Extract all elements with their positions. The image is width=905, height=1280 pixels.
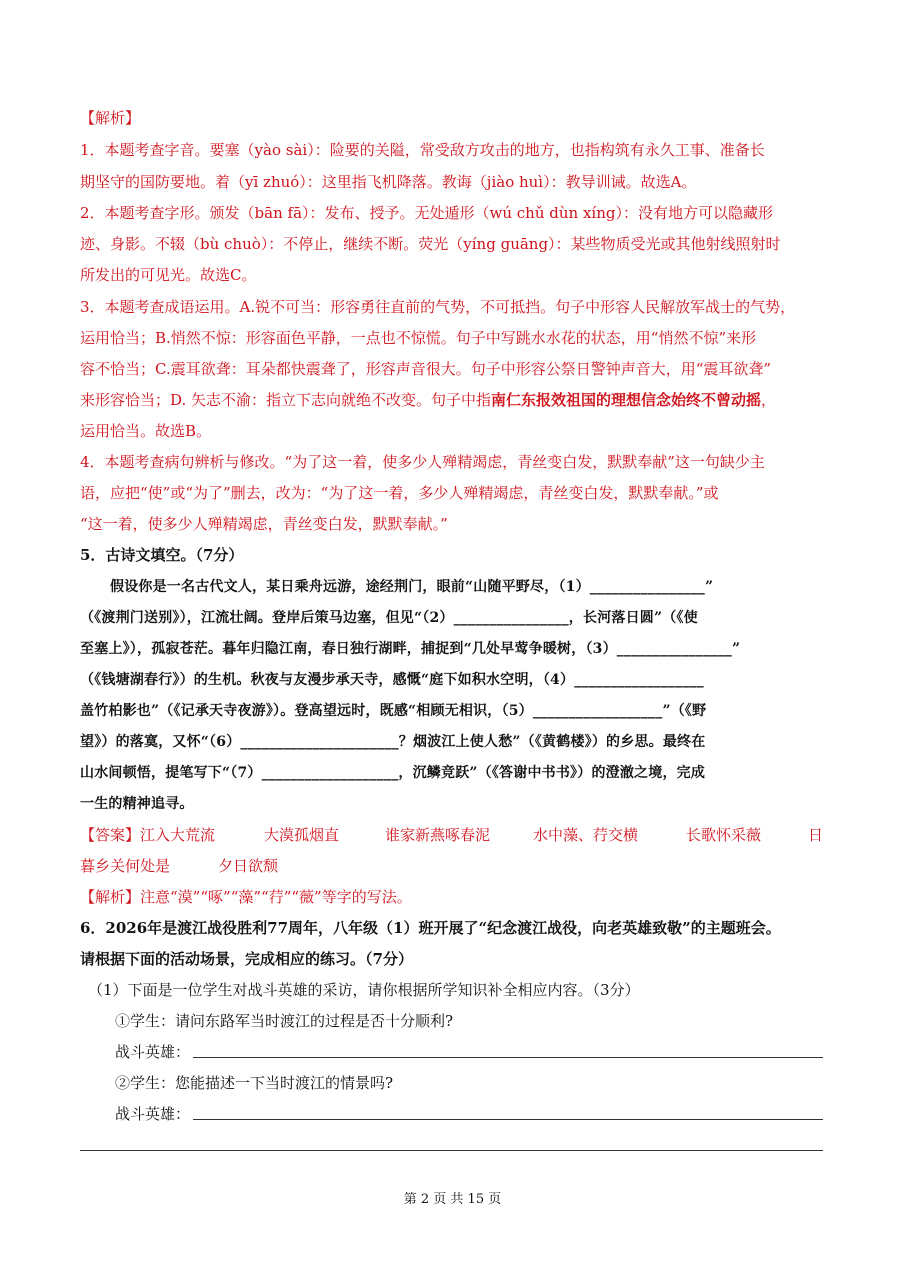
q6-heading-line-2: 请根据下面的活动场景，完成相应的练习。（7分） — [80, 950, 413, 968]
q5-heading: 5．古诗文填空。（7分） — [80, 546, 244, 564]
q5-analysis-text: 注意“漠”“啄”“藻”“荇”“薇”等字的写法。 — [140, 888, 412, 906]
answer-line-3[interactable] — [80, 1150, 823, 1151]
q5-passage-line-6: 望》）的落寞，又怀“（6）______________________？烟波江上使人愁”（《黄鹤楼》）的乡思。最终在 — [80, 734, 706, 750]
q1-analysis-line-2: 期坚守的国防要地。着（yī zhuó）：这里指飞机降落。教诲（jiào huì）：教导训诫。故选A。 — [80, 173, 697, 191]
q4-analysis-line-1: 4．本题考查病句辨析与修改。“为了这一着，使多少人殚精竭虑，青丝变白发，默默奉献”这一句缺少主 — [80, 453, 765, 471]
answer-6-end: 暮乡关何处是 — [80, 857, 171, 875]
answer-4: 水中藻、荇交横 — [533, 826, 639, 844]
answer-line-2[interactable] — [193, 1119, 823, 1120]
q2-analysis-line-1: 2．本题考查字形。颁发（bān fā）：发布、授予。无处遁形（wú chǔ dùn xíng）：没有地方可以隐藏形 — [80, 204, 773, 222]
answer-5: 长歌怀采薇 — [686, 826, 762, 844]
q4-analysis-line-3: “这一着，使多少人殚精竭虑，青丝变白发，默默奉献。” — [80, 515, 448, 533]
hero-label-1: 战斗英雄： — [115, 1043, 191, 1061]
q5-passage-line-4: （《钱塘湖春行》）的生机。秋夜与友漫步承天寺，感慨“庭下如积水空明，（4）__________________ — [80, 672, 704, 688]
q6-student-question-1: ①学生：请问东路军当时渡江的过程是否十分顺利? — [115, 1012, 454, 1030]
q3-analysis-line-3: 容不恰当；C.震耳欲聋：耳朵都快震聋了，形容声音很大。句子中形容公祭日警钟声音大，用“震耳欲聋” — [80, 360, 772, 378]
q6-sub1: （1）下面是一位学生对战斗英雄的采访，请你根据所学知识补全相应内容。（3分） — [88, 981, 640, 999]
analysis-heading: 【解析】 — [80, 109, 141, 127]
q6-student-question-2: ②学生：您能描述一下当时渡江的情景吗? — [115, 1074, 394, 1092]
q5-passage-line-7: 山水间顿悟，提笔写下“（7）___________________，沉鳞竞跃”（《答谢中书书》）的澄澈之境，完成 — [80, 765, 706, 781]
answer-label: 【答案】 — [80, 826, 141, 844]
q5-passage-line-2: （《渡荆门送别》），江流壮阔。登岸后策马边塞，但见“（2）________________，长河落日圆”（《使 — [80, 610, 698, 626]
q6-heading-line-1: 6．2026年是渡江战役胜利77周年，八年级（1）班开展了“纪念渡江战役，向老英雄致敬”的主题班会。 — [80, 919, 781, 937]
q1-analysis-line-1: 1．本题考查字音。要塞（yào sài）：险要的关隘，常受敌方攻击的地方，也指构筑有永久工事、准备长 — [80, 141, 765, 159]
answer-1: 江入大荒流 — [140, 826, 216, 844]
hero-label-2: 战斗英雄： — [115, 1105, 191, 1123]
answer-2: 大漠孤烟直 — [264, 826, 340, 844]
q2-analysis-line-2: 迹、身影。不辍（bù chuò）：不停止，继续不断。荧光（yíng guāng）：某些物质受光或其他射线照射时 — [80, 235, 781, 253]
q5-analysis — [80, 887, 825, 907]
answer-7: 夕日欲颓 — [218, 857, 279, 875]
q5-passage-line-3: 至塞上》），孤寂苍茫。暮年归隐江南，春日独行湖畔，捕捉到“几处早莺争暖树，（3）________________” — [80, 641, 741, 657]
q5-passage-line-8: 一生的精神追寻。 — [80, 796, 194, 812]
q3-analysis-line-2: 运用恰当；B.悄然不惊：形容面色平静，一点也不惊慌。句子中写跳水水花的状态，用“悄然不惊”来形 — [80, 329, 757, 347]
answer-3: 谁家新燕啄春泥 — [385, 826, 491, 844]
q3-analysis-line-5: 运用恰当。故选B。 — [80, 422, 212, 440]
q3-analysis-line-1: 3．本题考查成语运用。A.锐不可当：形容勇往直前的气势，不可抵挡。句子中形容人民解放军战士的气势， — [80, 298, 796, 316]
page-footer: 第 2 页 共 15 页 — [403, 1192, 502, 1207]
q3-line4-comma: ， — [761, 391, 777, 409]
answer-line-1[interactable] — [193, 1057, 823, 1058]
q2-analysis-line-3: 所发出的可见光。故选C。 — [80, 266, 257, 284]
q5-passage-line-1: 假设你是一名古代文人，某日乘舟远游，途经荆门，眼前“山随平野尽，（1）________________” — [110, 579, 714, 595]
q3-analysis-line-4 — [80, 390, 825, 410]
q5-passage-line-5: 盖竹柏影也”（《记承天寺夜游》）。登高望远时，既感“相顾无相识，（5）__________________”（《野 — [80, 703, 707, 719]
q4-analysis-line-2: 语，应把“使”或“为了”删去，改为：“为了这一着，多少人殚精竭虑，青丝变白发，默默奉献。”或 — [80, 484, 719, 502]
q3-line4-text: 来形容恰当；D. 矢志不渝：指立下志向就绝不改变。句子中指 — [80, 391, 492, 409]
answer-6-start: 日 — [808, 826, 824, 844]
q5-analysis-label: 【解析】 — [80, 888, 141, 906]
q3-highlight: 南仁东报效祖国的理想信念始终不曾动摇 — [491, 391, 762, 409]
